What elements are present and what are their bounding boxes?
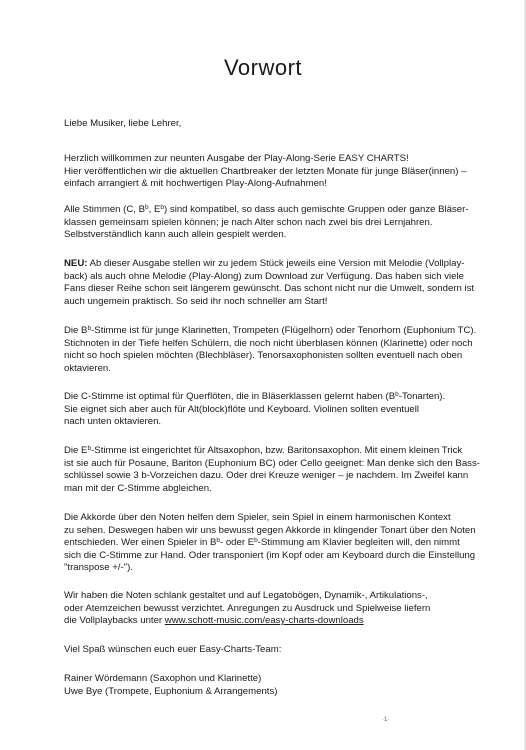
voices-line: klassen gemeinsam spielen können; je nach Alter schon nach zwei bis drei Lernjahren.: [64, 216, 433, 228]
voices-paragraph: [64, 204, 484, 242]
new-paragraph: [64, 258, 484, 308]
chords-paragraph: [64, 512, 484, 575]
c-voice-paragraph: [64, 391, 484, 429]
c-voice-line: Sie eignet sich aber auch für Alt(block)flöte und Keyboard. Violinen sollten eventuell: [64, 403, 420, 415]
notes-line: die Vollplaybacks unter www.schott-music.com/easy-charts-downloads: [64, 615, 364, 627]
bb-voice-paragraph: [64, 325, 484, 375]
new-line: back) als auch ohne Melodie (Play-Along) zum Download zur Verfügung. Das haben sich viele: [64, 270, 464, 282]
notes-line: Wir haben die Noten schlank gestaltet und auf Legatobögen, Dynamik-, Artikulations-,: [64, 590, 428, 601]
chords-line: "transpose +/-").: [64, 562, 133, 574]
new-line: NEU: Ab dieser Ausgabe stellen wir zu jedem Stück jeweils eine Version mit Melodie (Vollplay-: [64, 258, 465, 269]
c-voice-line: nach unten oktavieren.: [64, 416, 162, 428]
chords-line: sich die C-Stimme zur Hand. Oder transponiert (im Kopf oder am Keyboard durch die Einstellung: [64, 549, 476, 561]
eb-voice-line: man mit der C-Stimme abgleichen.: [64, 482, 212, 494]
eb-voice-line: ist sie auch für Posaune, Bariton (Euphonium BC) oder Cello geeignet: Man denke sich den Bass-: [64, 457, 480, 469]
chords-line: Die Akkorde über den Noten helfen dem Spieler, sein Spiel in einem harmonischen Kontext: [64, 512, 451, 523]
c-voice-line: Die C-Stimme ist optimal für Querflöten, die in Bläserklassen gelernt haben $(B^b-Tonarten)$.: [64, 391, 446, 402]
page-title: Vorwort: [223, 54, 303, 80]
new-line: auch ungemein praktisch. So seid ihr noch schneller am Start!: [64, 295, 328, 307]
greeting: Liebe Musiker, liebe Lehrer,: [64, 118, 182, 129]
authors-list: [64, 673, 484, 698]
bb-voice-line: Die $B^b$-Stimme ist für junge Klarinetten, Trompeten (Flügelhorn) oder Tenorhorn (Euphonium TC).: [64, 325, 477, 336]
eb-voice-paragraph: [64, 445, 484, 495]
voices-line: Alle Stimmen (C, $B^b$, $E^b$) sind kompatibel, so dass auch gemischte Gruppen oder ganze Bläser-: [64, 204, 469, 215]
downloads-link[interactable]: www.schott-music.com/easy-charts-downloads: [164, 615, 364, 627]
notes-paragraph: [64, 590, 484, 628]
voices-line: Selbstverständlich kann auch allein gespielt werden.: [64, 229, 287, 241]
eb-voice-line: Die $E^b$-Stimme ist eingerichtet für Altsaxophon, bzw. Baritonsaxophon. Mit einem kleinen Trick: [64, 445, 463, 456]
author-name: Uwe Bye (Trompete, Euphonium & Arrangements): [64, 685, 278, 697]
chords-line: zu sehen. Deswegen haben wir uns bewusst gegen Akkorde in klingender Tonart über den Noten: [64, 524, 476, 536]
bb-voice-line: nicht so hoch spielen möchten (Blechbläser). Tenorsaxophonisten sollten eventuell nach oben: [64, 350, 463, 362]
chords-line: entschieden. Wer einen Spieler in $B^b-$ oder $E^b$-Stimmung am Klavier begleiten will, den nimmt: [64, 537, 460, 549]
intro-paragraph: [64, 153, 484, 191]
page-mark: ·1·: [382, 717, 390, 723]
eb-voice-line: schlüssel sowie 3 b-Vorzeichen dazu. Oder drei Kreuze weniger – je nachdem. Im Zweifel kann: [64, 470, 469, 482]
bb-voice-line: Stichnoten in der Tiefe helfen Schülern, die noch nicht überblasen können (Klarinette) oder noch: [64, 337, 473, 349]
notes-line: oder Atemzeichen bewusst verzichtet. Anregungen zu Ausdruck und Spielweise liefern: [64, 602, 431, 614]
intro-line: Hier veröffentlichen wir die aktuellen Chartbreaker der letzten Monate für junge Bläser(innen) –: [64, 165, 467, 177]
new-line: Fans dieser Reihe schon seit längerem gewünscht. Das schont nicht nur die Umwelt, sondern ist: [64, 283, 475, 295]
bb-voice-line: oktavieren.: [64, 362, 111, 374]
closing-line: Viel Spaß wünschen euch euer Easy-Charts-Team:: [64, 644, 282, 655]
author-name: Rainer Wördemann (Saxophon und Klarinette): [64, 673, 262, 684]
new-label: NEU:: [64, 258, 88, 269]
intro-line: einfach arrangiert & mit hochwertigen Play-Along-Aufnahmen!: [64, 178, 327, 190]
intro-line: Herzlich willkommen zur neunten Ausgabe der Play-Along-Serie EASY CHARTS!: [64, 153, 409, 164]
